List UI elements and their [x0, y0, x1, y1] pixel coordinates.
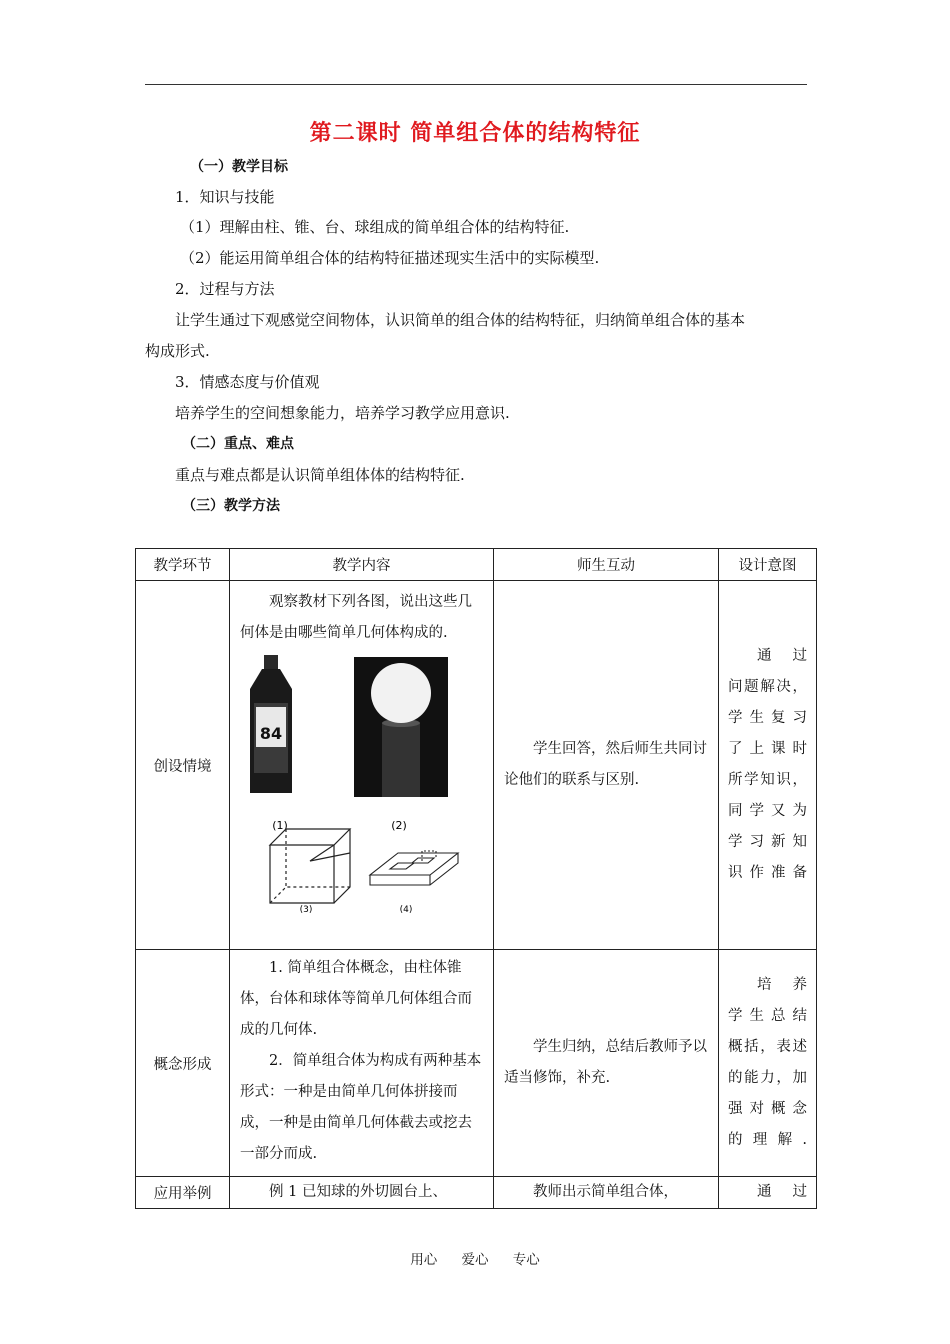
figure-label-3: (3): [299, 905, 313, 915]
objective-item-1: （1）理解由柱、锥、台、球组成的简单组合体的结构特征.: [180, 218, 570, 236]
page-title: 第二课时 简单组合体的结构特征: [309, 121, 641, 146]
sphere-cylinder-figure: [354, 657, 448, 797]
subheading-process: 2．过程与方法: [175, 280, 275, 298]
intent-line: 学生复习: [728, 710, 807, 726]
content-cell: [230, 950, 494, 1177]
cut-cube-figure: [270, 829, 350, 903]
intent-cell: [719, 581, 817, 950]
intent-line: 强对概念: [728, 1101, 807, 1117]
table-row: [136, 950, 817, 1177]
intent-line: 培养: [757, 977, 807, 993]
intent-line: 通过: [757, 648, 807, 664]
table-header-row: [136, 549, 817, 581]
process-text-line-2: 构成形式.: [145, 342, 210, 360]
intent-line: 问题解决，: [728, 679, 807, 695]
figure-label-4: (4): [399, 905, 413, 915]
intent-line: 同学又为: [728, 803, 807, 819]
content-cell: 例 1 已知球的外切圆台上、: [230, 1177, 494, 1209]
geometry-figures: [240, 653, 470, 915]
intent-line: 学生总结: [728, 1008, 807, 1024]
intent-line: 了上课时: [728, 741, 807, 757]
attitude-text: 培养学生的空间想象能力，培养学习教学应用意识.: [175, 404, 510, 422]
lesson-table: [135, 548, 817, 1209]
process-text-line-1: 让学生通过下观感觉空间物体，认识简单的组合体的结构特征，归纳简单组合体的基本: [175, 311, 746, 329]
content-text: 观察教材下列各图，说出这些几何体是由哪些简单几何体构成的.: [240, 594, 472, 641]
interaction-cell: 学生回答，然后师生共同讨论他们的联系与区别.: [494, 581, 719, 950]
header-content: 教学内容: [230, 549, 494, 581]
header-stage: 教学环节: [136, 549, 230, 581]
subheading-knowledge: 1．知识与技能: [175, 188, 275, 206]
header-interaction: 师生互动: [494, 549, 719, 581]
intent-line: 通过: [757, 1184, 807, 1200]
intent-line: 的能力，加: [728, 1070, 807, 1086]
section-heading-methods: （三）教学方法: [182, 498, 280, 514]
slab-figure: [370, 851, 458, 885]
interaction-cell: 学生归纳，总结后教师予以适当修饰，补充.: [494, 950, 719, 1177]
stage-cell: 应用举例: [136, 1177, 230, 1209]
bottle-figure: [250, 655, 292, 793]
intent-line: 识作准备: [728, 865, 807, 881]
objective-item-2: （2）能运用简单组合体的结构特征描述现实生活中的实际模型.: [180, 249, 600, 267]
concept-text-1: 1. 简单组合体概念，由柱体锥体，台体和球体等简单几何体组合而成的几何体.: [240, 960, 472, 1038]
section-heading-objectives: （一）教学目标: [190, 159, 288, 175]
intent-line: 学习新知: [728, 834, 807, 850]
figure-label-2: (2): [391, 819, 407, 832]
intent-line: 所学知识，: [728, 772, 807, 788]
intent-cell: [719, 950, 817, 1177]
figure-label-1: (1): [272, 819, 288, 832]
section-heading-key-points: （二）重点、难点: [182, 436, 294, 452]
key-points-text: 重点与难点都是认识简单组体体的结构特征.: [175, 466, 465, 484]
table-row: [136, 1177, 817, 1209]
stage-cell: 创设情境: [136, 581, 230, 950]
interaction-cell: 教师出示简单组合体，: [494, 1177, 719, 1209]
concept-text-2: 2．简单组合体为构成有两种基本形式：一种是由简单几何体拼接而成，一种是由简单几何体截去或挖去一部分而成.: [240, 1053, 482, 1162]
header-intent: 设计意图: [719, 549, 817, 581]
table-row: [136, 581, 817, 950]
stage-cell: 概念形成: [136, 950, 230, 1177]
intent-line: 概括，表述: [728, 1039, 807, 1055]
intent-line: 的理解.: [728, 1132, 807, 1148]
intent-cell: [719, 1177, 817, 1209]
header-rule: [145, 84, 807, 85]
subheading-attitude: 3．情感态度与价值观: [175, 373, 320, 391]
page-footer: 用心 爱心 专心: [410, 1252, 540, 1268]
content-cell: [230, 581, 494, 950]
bottle-label: 84: [259, 724, 283, 743]
